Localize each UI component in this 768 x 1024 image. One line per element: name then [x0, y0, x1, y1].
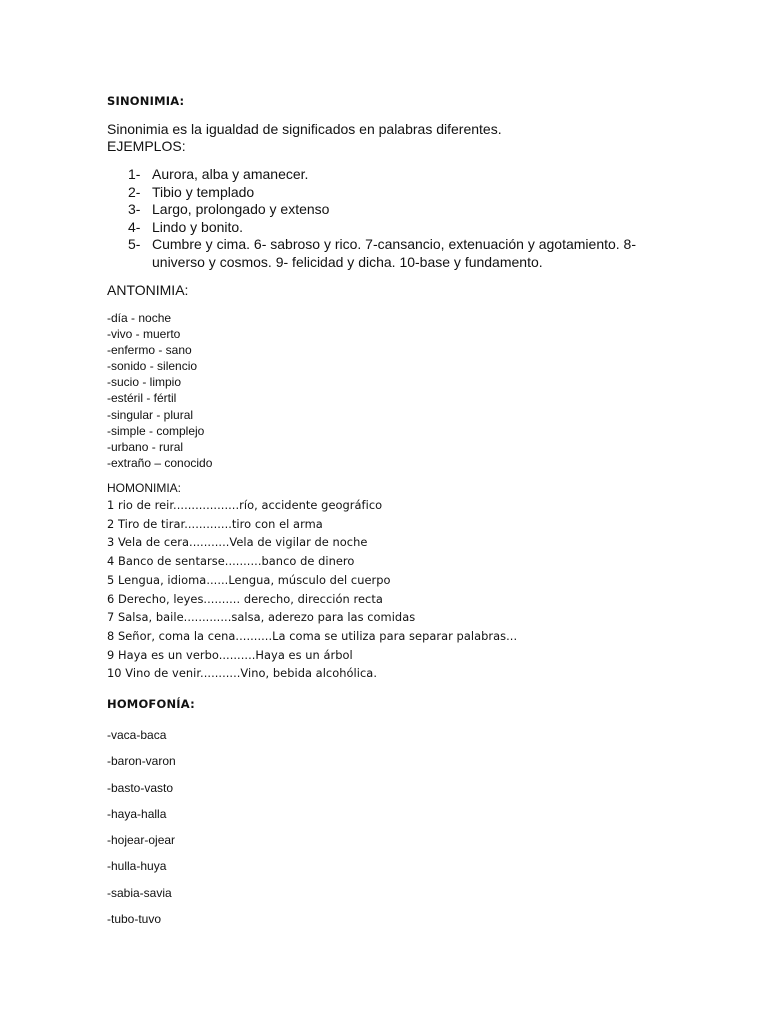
list-item: -sonido - silencio [107, 359, 198, 374]
list-item: 5 Lengua, idioma......Lengua, músculo del cuerpo [107, 572, 391, 587]
list-item: -tubo-tuvo [107, 912, 162, 927]
list-item: -extraño – conocido [107, 455, 213, 470]
homonym-list [107, 496, 517, 683]
list-item: 7 Salsa, baile.............salsa, aderezo para las comidas [107, 610, 416, 625]
list-item: -enfermo - sano [107, 343, 192, 358]
list-item: -urbano - rural [107, 439, 184, 454]
item-number: 5- [128, 236, 141, 253]
list-item: -sabia-savia [107, 885, 172, 900]
list-item: -estéril - fértil [107, 391, 177, 406]
list-item: 10 Vino de venir...........Vino, bebida alcohólica. [107, 666, 377, 681]
synonym-examples-list [128, 166, 648, 272]
item-text: Aurora, alba y amanecer. [152, 166, 309, 182]
sinonimia-definition: Sinonimia es la igualdad de significados en palabras diferentes. [107, 121, 502, 137]
homophone-list [107, 722, 176, 932]
list-item: -día - noche [107, 311, 172, 325]
list-item: 9 Haya es un verbo..........Haya es un árbol [107, 647, 353, 662]
item-number: 4- [128, 218, 141, 235]
list-item [128, 236, 648, 271]
examples-heading: EJEMPLOS: [107, 138, 186, 154]
antonym-list [107, 310, 212, 471]
item-text: Cumbre y cima. 6- sabroso y rico. 7-cansancio, extenuación y agotamiento. 8-universo y cosmos. 9- felicidad y dicha. 10-base y fundamento. [152, 236, 637, 270]
list-item: -haya-halla [107, 806, 167, 821]
item-text: Lindo y bonito. [152, 218, 244, 235]
item-text: Tibio y templado [152, 183, 255, 200]
list-item: 3 Vela de cera...........Vela de vigilar de noche [107, 535, 368, 550]
list-item [128, 219, 648, 237]
list-item [128, 166, 648, 184]
list-item: 2 Tiro de tirar.............tiro con el arma [107, 516, 323, 531]
list-item: -baron-varon [107, 754, 176, 769]
list-item [128, 201, 648, 219]
list-item: 4 Banco de sentarse..........banco de dinero [107, 554, 355, 569]
item-number: 1- [128, 166, 141, 182]
list-item [128, 184, 648, 202]
sinonimia-heading: SINONIMIA: [107, 94, 185, 108]
list-item: -sucio - limpio [107, 375, 182, 390]
list-item: -vaca-baca [107, 728, 167, 742]
homofonia-heading: HOMOFONÍA: [107, 697, 195, 711]
antonimia-heading: ANTONIMIA: [107, 282, 189, 298]
list-item: 6 Derecho, leyes.......... derecho, dirección recta [107, 591, 383, 606]
list-item: 8 Señor, coma la cena..........La coma se utiliza para separar palabras... [107, 628, 518, 643]
list-item: -simple - complejo [107, 423, 205, 438]
list-item: -hojear-ojear [107, 833, 176, 848]
list-item: 1 rio de reir..................río, accidente geográfico [107, 498, 383, 512]
homonimia-heading: HOMONIMIA: [107, 481, 181, 495]
list-item: -basto-vasto [107, 780, 174, 795]
item-number: 2- [128, 183, 141, 200]
list-item: -singular - plural [107, 407, 194, 422]
list-item: -hulla-huya [107, 859, 167, 874]
list-item: -vivo - muerto [107, 327, 181, 342]
item-text: Largo, prolongado y extenso [152, 201, 330, 218]
item-number: 3- [128, 201, 141, 218]
